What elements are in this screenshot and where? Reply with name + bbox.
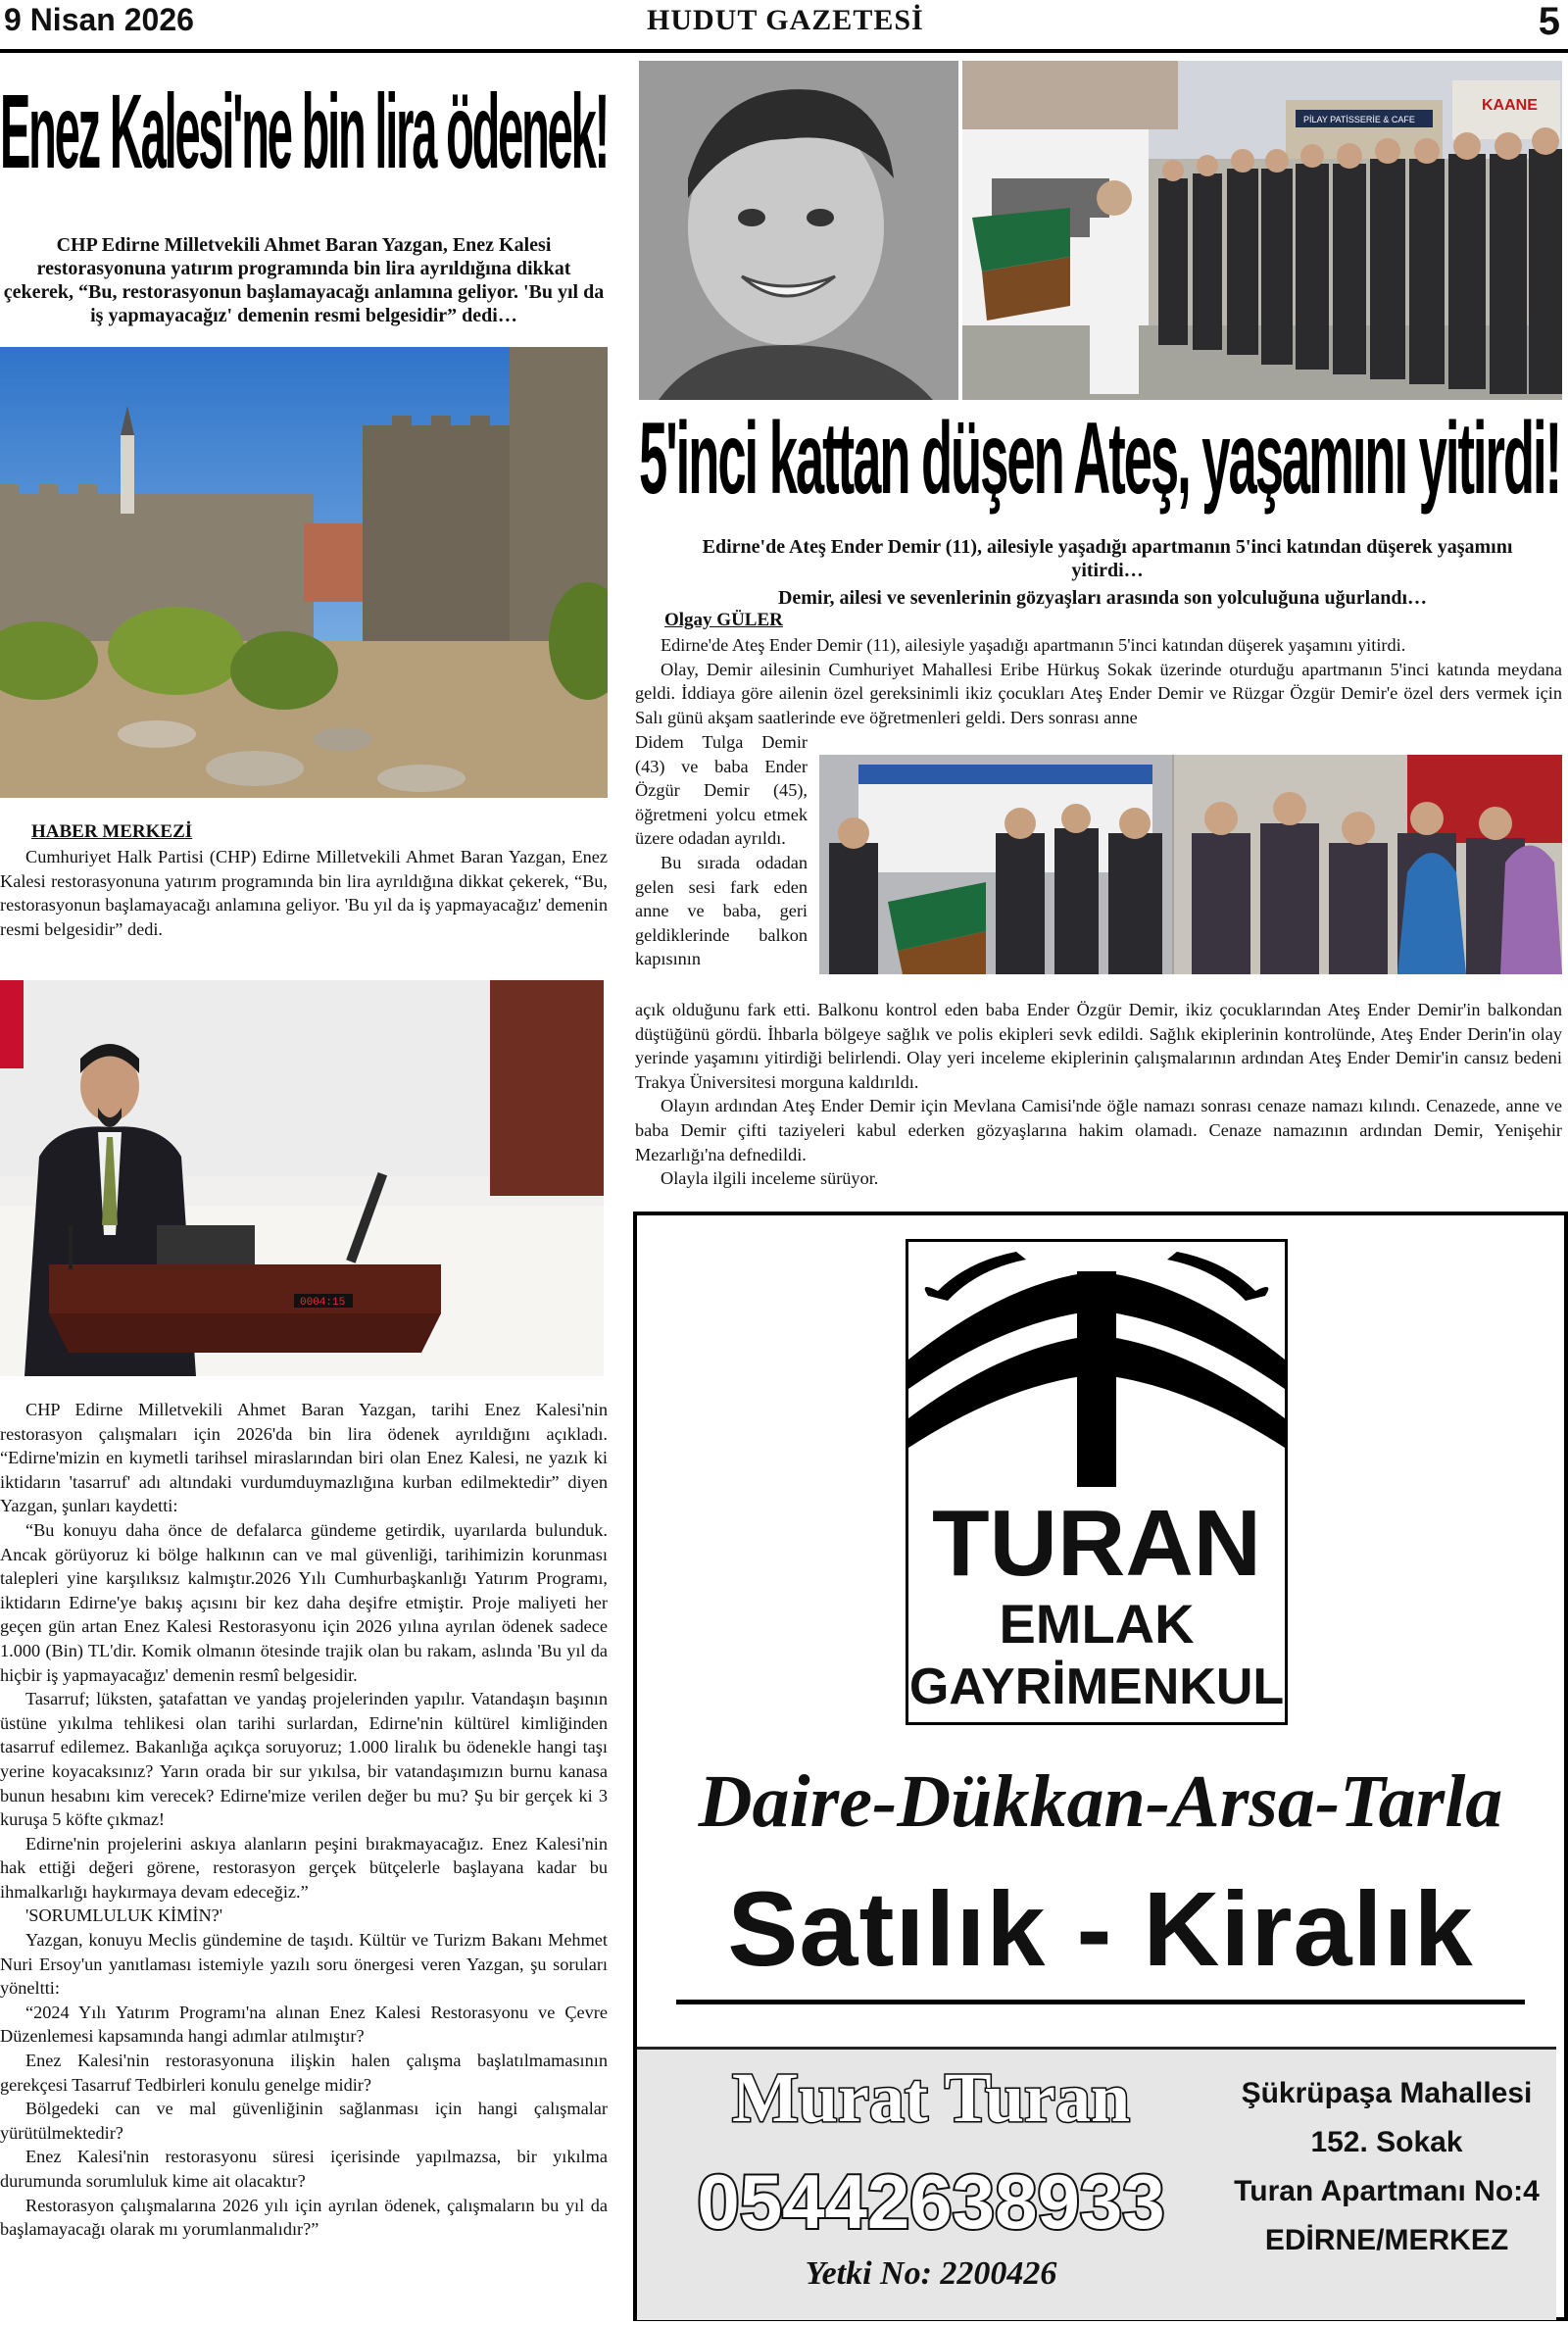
real-estate-advertisement bbox=[633, 1212, 1568, 2321]
ad-logo-line-3: GAYRİMENKUL bbox=[908, 1658, 1285, 1715]
article1-intro-text: Cumhuriyet Halk Partisi (CHP) Edirne Milletvekili Ahmet Baran Yazgan, Enez Kalesi restorasyonuna yatırım programında bin lira ayrıldığına dikkat çekerek, “Bu, restorasyonun başlamayacağı anlamına geliyor. 'Bu yıl da iş yapmayacağız' demenin resmi belgesidir” dedi. bbox=[0, 847, 608, 939]
ad-services: Daire-Dükkan-Arsa-Tarla bbox=[698, 1760, 1503, 1843]
page-number: 5 bbox=[1538, 0, 1560, 43]
article1-body-paragraph: Yazgan, konuyu Meclis gündemine de taşıdı. Kültür ve Turizm Bakanı Mehmet Nuri Ersoy'un yanıtlaması istemiyle yazılı soru önergesi veren Yazgan, şu soruları yöneltti: bbox=[0, 1930, 608, 1999]
issue-date: 9 Nisan 2026 bbox=[4, 2, 194, 37]
ad-authorization-number: Yetki No: 2200426 bbox=[805, 2255, 1057, 2292]
shop-sign-2: KAANE bbox=[1482, 97, 1538, 114]
parliament-image bbox=[0, 980, 604, 1376]
shop-sign-1: PİLAY PATİSSERİE & CAFE bbox=[1303, 115, 1415, 124]
victim-portrait-image bbox=[639, 61, 958, 400]
article1-body-paragraph: Restorasyon çalışmalarına 2026 yılı için ayrılan ödenek, çalışmaların bu yıl da başlamayacağı olarak mı yorumlanmalıdır?” bbox=[0, 2195, 608, 2240]
ad-logo-line-2: EMLAK bbox=[999, 1593, 1195, 1655]
article2-para-2: Olay, Demir ailesinin Cumhuriyet Mahallesi Eribe Hürkuş Sokak üzerinde oturduğu apartmanın 5'inci katında meydana geldi. İddiaya göre ailenin özel gereksinimli ikiz çocukları Ateş Ender Demir ve Rüzgar Özgür Demir'e özel ders vermek için Salı günü akşam saatlerinde eve öğretmenleri geldi. Ders sonrası anne bbox=[635, 659, 1562, 727]
ad-logo-line-1: TURAN bbox=[932, 1491, 1261, 1596]
article1-body-paragraph: Edirne'nin projelerini askıya alanların peşini bırakmayacağız. Enez Kalesi'nin hak ettiği değeri görene, restorasyon gerçek bütçelerle başlayana kadar bu ihmalkarlığı haykırmaya devam edeceğiz.” bbox=[0, 1833, 608, 1902]
article1-intro bbox=[0, 845, 608, 941]
article2-narrow-text bbox=[635, 730, 808, 971]
article2-top-text bbox=[635, 633, 1562, 729]
article1-body-paragraph: Enez Kalesi'nin restorasyonuna ilişkin halen çalışma başlatılmamasının gerekçesi Tasarruf Tedbirleri konulu genelge midir? bbox=[0, 2051, 608, 2095]
ad-address bbox=[1225, 2069, 1548, 2265]
article1-lead: CHP Edirne Milletvekili Ahmet Baran Yazgan, Enez Kalesi restorasyonuna yatırım programında bin lira ayrıldığına dikkat çekerek, “Bu, restorasyonun başlamayacağı anlamına geliyor. 'Bu yıl da iş yapmayacağız' demenin resmi belgesidir” dedi… bbox=[3, 234, 605, 326]
funeral-prayer-photo bbox=[962, 61, 1562, 400]
ad-agent-name: Murat Turan bbox=[731, 2058, 1131, 2137]
article1-body-paragraph: 'SORUMLULUK KİMİN?' bbox=[25, 1905, 223, 1926]
article2-byline: Olgay GÜLER bbox=[664, 610, 783, 630]
mourners-photo bbox=[819, 755, 1562, 974]
article2-para-4: Olayın ardından Ateş Ender Demir için Mevlana Camisi'nde öğle namazı sonrası cenaze namazı kılındı. Cenazede, anne ve baba Demir çifti taziyeleri kabul ederken gözyaşlarına hakim olamadı. Cenaze namazının ardından Demir, Yenişehir Mezarlığı'na defnedildi. bbox=[635, 1096, 1562, 1164]
ad-sale-rent: Satılık - Kiralık bbox=[727, 1869, 1474, 1988]
article2-bottom-text bbox=[635, 998, 1562, 1191]
article1-body-paragraph: “Bu konuyu daha önce de defalarca gündeme getirdik, uyarılarda bulunduk. Ancak görüyoruz ki bölge halkının can ve mal güvenliği, tarihimizin korunması talepleri yine karşılıksız kalmıştır.2026 Yılı Cumhurbaşkanlığı Yatırım Programı, iktidarın Edirne'ye bakış açısını bir kez daha deşifre etmiştir. Proje maliyeti her geçen gün artan Enez Kalesi Restorasyonu için 2026 yılına ayrılan ödenek sadece 1.000 (Bin) TL'dir. Komik olmanın ötesinde trajik olan bu rakam, aslında 'Bu yıl da hiçbir iş yapmayacağız' demenin resmî belgesidir. bbox=[0, 1519, 608, 1685]
article1-body-paragraph: CHP Edirne Milletvekili Ahmet Baran Yazgan, tarihi Enez Kalesi'nin restorasyon çalışmaları için 2026'da bin lira ödenek ayrıldığını açıkladı. “Edirne'mizin en kıymetli tarihsel miraslarından biri olan Enez Kalesi, ne yazık ki iktidarın 'tasarruf' adı altındaki vurdumduymazlığına kurban edilmektedir” diyen Yazgan, şunları kaydetti: bbox=[0, 1400, 608, 1516]
castle-photo bbox=[0, 347, 608, 798]
article2-para-2-cont: Didem Tulga Demir (43) ve baba Ender Özgür Demir (45), öğretmeni yolcu etmek üzere odadan ayrıldı. bbox=[635, 732, 808, 849]
article1-headline: Enez Kalesi'ne bin lira ödenek! bbox=[0, 72, 609, 190]
newspaper-name: HUDUT GAZETESİ bbox=[647, 4, 924, 36]
article2-para-5: Olayla ilgili inceleme sürüyor. bbox=[661, 1168, 879, 1189]
ad-contact-panel bbox=[637, 2047, 1556, 2320]
ad-logo bbox=[906, 1239, 1288, 1725]
article2-lead-1: Edirne'de Ateş Ender Demir (11), ailesiyle yaşadığı apartmanın 5'inci katından düşerek yaşamını yitirdi… bbox=[702, 536, 1513, 581]
funeral-prayer-image bbox=[962, 61, 1562, 400]
ad-address-line-1: Şükrüpaşa Mahallesi bbox=[1241, 2077, 1533, 2109]
podium-display: 0004:15 bbox=[300, 1297, 346, 1309]
article1-body bbox=[0, 1398, 608, 2242]
roof-logo-icon bbox=[908, 1242, 1285, 1487]
mourners-image bbox=[819, 755, 1562, 974]
parliament-photo bbox=[0, 980, 604, 1376]
article1-body-paragraph: Bölgedeki can ve mal güvenliğinin sağlanması için hangi çalışmalar yürütülmektedir? bbox=[0, 2099, 608, 2143]
article2-headline: 5'inci kattan düşen Ateş, yaşamını yitirdi! bbox=[639, 402, 1561, 516]
ad-phone-number[interactable]: 05442638933 bbox=[697, 2158, 1165, 2245]
ad-address-line-3: Turan Apartmanı No:4 bbox=[1234, 2175, 1540, 2207]
ad-divider bbox=[676, 2000, 1525, 2004]
article1-body-paragraph: Enez Kalesi'nin restorasyonu süresi içerisinde yapılmazsa, bir yıkılma durumunda sorumluluk kime ait olacaktır? bbox=[0, 2147, 608, 2191]
ad-address-line-2: 152. Sokak bbox=[1310, 2126, 1463, 2158]
article1-body-paragraph: Tasarruf; lüksten, şatafattan ve yandaş projelerinden yapılır. Vatandaşın başının üstüne yıkılma tehlikesi olan tarihi surlardan, Edirne'nin kültürel kimliğinden tasarruf edilemez. Bakanlığa açıkça soruyoruz; 1.000 liralık bu ödenekle hangi taşı yerine koyacaksınız? Yarın orada bir sur yıkılsa, bir vatandaşımızın burnu kanasa bunun hesabını kim verecek? Edirne'mize verilen değer bu mu? Şu bir gerçek ki 3 kuruşa 5 köfte çıkmaz! bbox=[0, 1689, 608, 1830]
article1-body-paragraph: “2024 Yılı Yatırım Programı'na alınan Enez Kalesi Restorasyonu ve Çevre Düzenlemesi kapsamında hangi adımlar atılmıştır? bbox=[0, 2002, 608, 2047]
article2-lead-2: Demir, ailesi ve sevenlerinin gözyaşları arasında son yolculuğuna uğurlandı… bbox=[777, 587, 1428, 609]
article2-para-3-cont: açık olduğunu fark etti. Balkonu kontrol eden baba Ender Özgür Demir, ikiz çocuklarından Ateş Ender Demir'in balkondan düştüğünü gördü. İhbarla bölgeye sağlık ve polis ekipleri sevk edildi. Sağlık ekiplerinin kontrolünde, Ateş Ender Derin'in olay yerinde yaşamını yitirdiği belirlendi. Olay yeri inceleme ekiplerinin çalışmalarının ardından Ateş Ender Demir'in cansız bedeni Trakya Üniversitesi morguna kaldırıldı. bbox=[635, 1000, 1562, 1092]
article2-para-1: Edirne'de Ateş Ender Demir (11), ailesiyle yaşadığı apartmanın 5'inci katından düşerek yaşamını yitirdi. bbox=[661, 635, 1406, 655]
ad-address-line-4: EDİRNE/MERKEZ bbox=[1264, 2224, 1509, 2256]
victim-photo bbox=[639, 61, 958, 400]
article1-byline: HABER MERKEZİ bbox=[31, 821, 193, 842]
article2-para-3: Bu sırada odadan gelen sesi fark eden anne ve baba, geri geldiklerinde balkon kapısının bbox=[635, 852, 808, 969]
castle-image bbox=[0, 347, 608, 798]
